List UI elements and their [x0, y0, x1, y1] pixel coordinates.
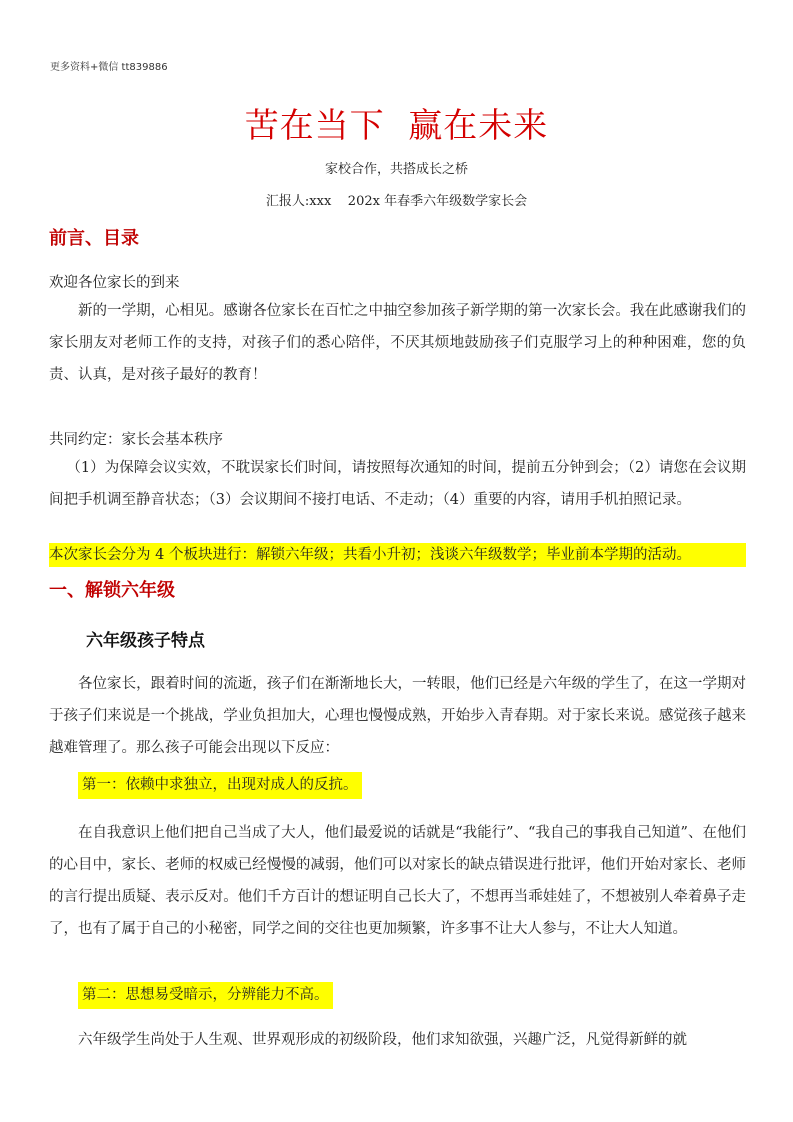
section1-paragraph-1: 各位家长，跟着时间的流逝，孩子们在渐渐地长大，一转眼，他们已经是六年级的学生了，在这一学期对于孩子们来说是一个挑战，学业负担加大，心理也慢慢成熟，开始步入青春期。对于家长来说。感觉孩子越来越难管理了。那么孩子可能会出现以下反应：: [49, 676, 746, 756]
section1-paragraph-3: 六年级学生尚处于人生观、世界观形成的初级阶段，他们求知欲强，兴趣广泛，凡觉得新鲜的就: [78, 1032, 687, 1048]
section1-subheading: 六年级孩子特点: [86, 631, 205, 651]
point2-highlight: 第二：思想易受暗示，分辨能力不高。: [78, 982, 333, 1009]
point1-highlight: 第一：依赖中求独立，出现对成人的反抗。: [78, 772, 362, 799]
watermark-text: 更多资料+微信 tt839886: [50, 62, 168, 73]
section1-paragraph-2: 在自我意识上他们把自己当成了大人，他们最爱说的话就是“我能行”、“我自己的事我自己知道”、在他们的心目中，家长、老师的权威已经慢慢的减弱，他们可以对家长的缺点错误进行批评，他们开始对家长、老师的言行提出质疑、表示反对。他们千方百计的想证明自己长大了，不想再当乖娃娃了，不想被别人牵着鼻子走了，也有了属于自己的小秘密，同学之间的交往也更加频繁，许多事不让大人参与，不让大人知道。: [49, 825, 746, 937]
welcome-line: 欢迎各位家长的到来: [49, 275, 180, 291]
agenda-highlight: 本次家长会分为 4 个板块进行：解锁六年级；共看小升初；浅谈六年级数学；毕业前本学期的活动。: [49, 543, 746, 567]
section1-heading: 一、解锁六年级: [49, 580, 175, 601]
rules-paragraph: （1）为保障会议实效，不耽误家长们时间，请按照每次通知的时间，提前五分钟到会；（2）请您在会议期间把手机调至静音状态；（3）会议期间不接打电话、不走动；（4）重要的内容，请用手机拍照记录。: [49, 460, 746, 508]
page-subtitle: 家校合作，共搭成长之桥: [324, 162, 468, 177]
intro-paragraph: 新的一学期，心相见。感谢各位家长在百忙之中抽空参加孩子新学期的第一次家长会。我在此感谢我们的家长朋友对老师工作的支持，对孩子们的悉心陪伴，不厌其烦地鼓励孩子们克服学习上的种种困难，您的负责、认真，是对孩子最好的教育！: [49, 303, 746, 383]
page-title: 苦在当下 赢在未来: [244, 106, 549, 146]
rules-title: 共同约定：家长会基本秩序: [49, 432, 223, 448]
preface-heading: 前言、目录: [49, 228, 139, 249]
reporter-line: 汇报人:xxx 202x 年春季六年级数学家长会: [265, 194, 528, 209]
